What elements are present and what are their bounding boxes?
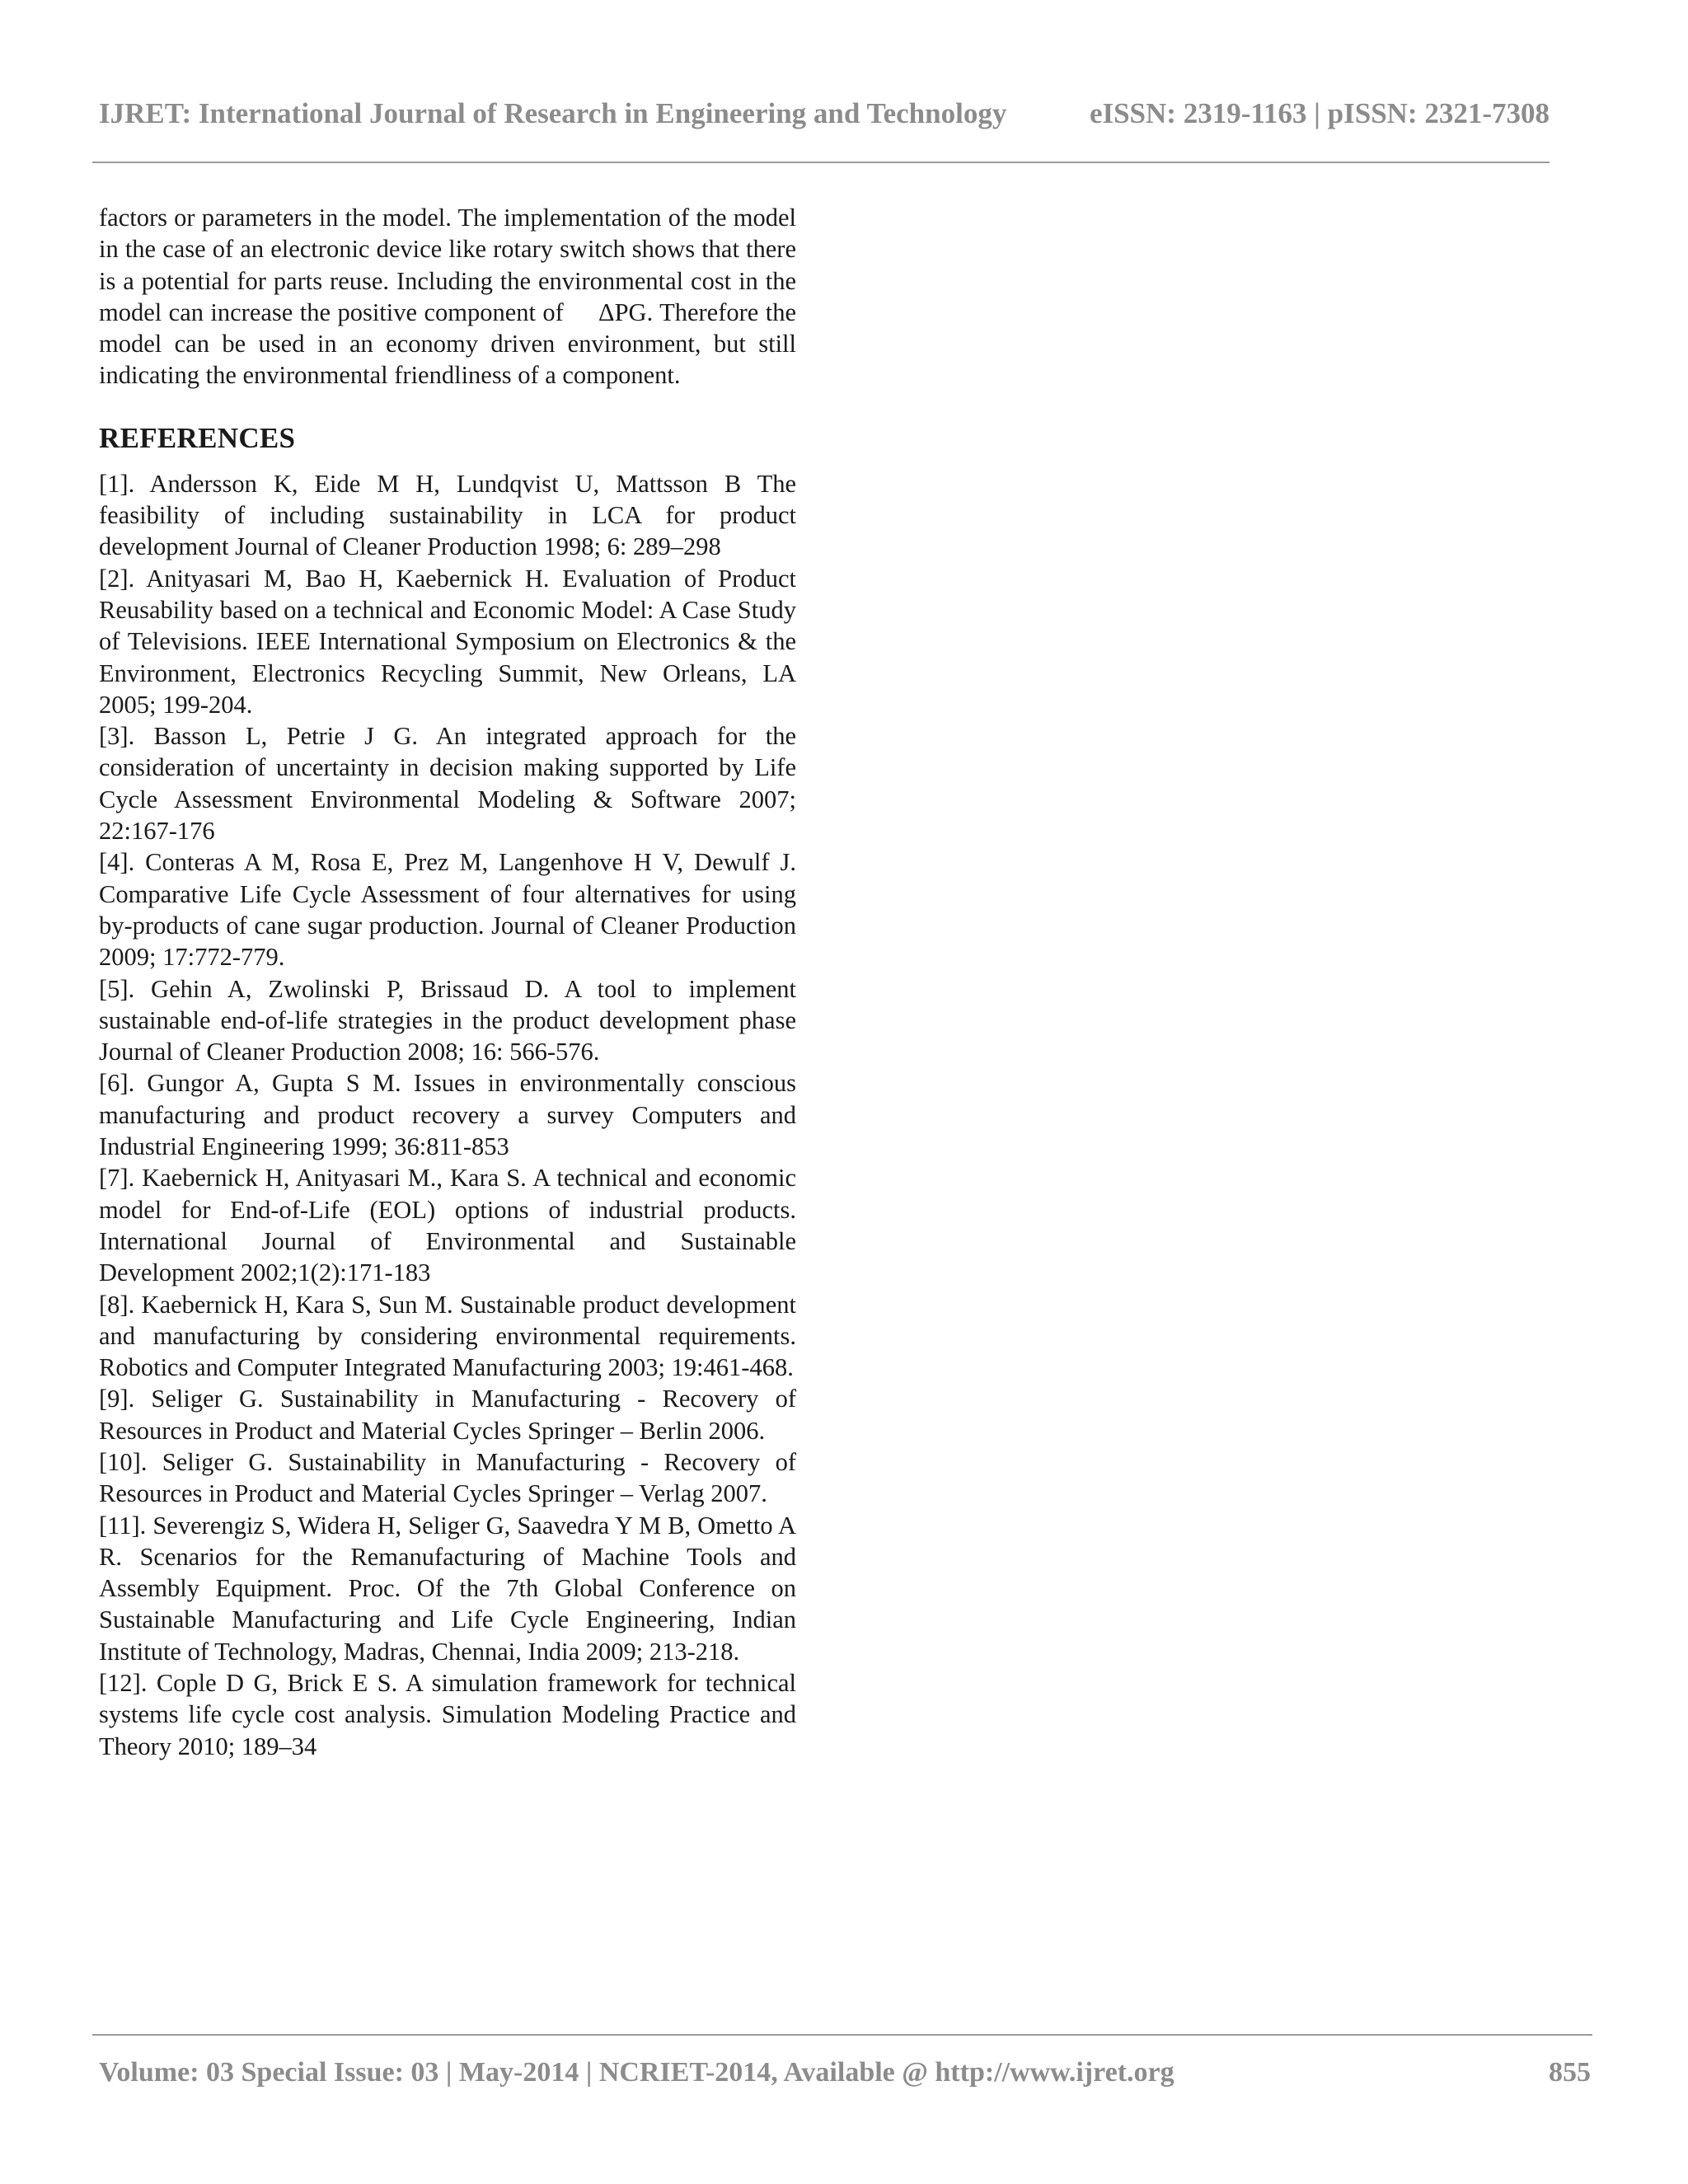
volume-info: Volume: 03 Special Issue: 03 | May-2014 | NCRIET-2014, Available @ http://www.ijret.org [99,2057,1175,2088]
conclusion-paragraph: factors or parameters in the model. The implementation of the model in the case of an electronic device like rotary switch shows that there is a potential for parts reuse. Including the environmental cost in the model can increase the positive component of ΔPG. Therefore the model can be used in an economy driven environment, but still indicating the environmental friendliness of a component. [99,204,796,390]
reference-item: [9]. Seliger G. Sustainability in Manufacturing - Recovery of Resources in Product and Material Cycles Springer – Berlin 2006. [99,1385,796,1445]
running-header [99,97,1550,130]
issn-info: eISSN: 2319-1163 | pISSN: 2321-7308 [1089,97,1550,129]
reference-list [99,468,796,1762]
journal-title: IJRET: International Journal of Research in Engineering and Technology [99,97,1007,129]
reference-item: [11]. Severengiz S, Widera H, Seliger G, Saavedra Y M B, Ometto A R. Scenarios for the Remanufacturing of Machine Tools and Assembly Equipment. Proc. Of the 7th Global Conference on Sustainable Manufacturing and Life Cycle Engineering, Indian Institute of Technology, Madras, Chennai, India 2009; 213-218. [99,1511,796,1666]
running-footer [99,2057,1591,2088]
reference-item: [10]. Seliger G. Sustainability in Manufacturing - Recovery of Resources in Product and Material Cycles Springer – Verlag 2007. [99,1447,796,1508]
reference-item: [8]. Kaebernick H, Kara S, Sun M. Sustainable product development and manufacturing by considering environmental requirements. Robotics and Computer Integrated Manufacturing 2003; 19:461-468. [99,1290,796,1382]
reference-item: [7]. Kaebernick H, Anityasari M., Kara S. A technical and economic model for End-of-Life (EOL) options of industrial products. International Journal of Environmental and Sustainable Development 2002;1(2):171-183 [99,1164,796,1287]
reference-item: [1]. Andersson K, Eide M H, Lundqvist U, Mattsson B The feasibility of including sustainability in LCA for product development Journal of Cleaner Production 1998; 6: 289–298 [99,469,796,561]
header-divider [92,162,1550,163]
reference-item: [6]. Gungor A, Gupta S M. Issues in environmentally conscious manufacturing and product recovery a survey Computers and Industrial Engineering 1999; 36:811-853 [99,1069,796,1161]
reference-item: [12]. Cople D G, Brick E S. A simulation framework for technical systems life cycle cost analysis. Simulation Modeling Practice and Theory 2010; 189–34 [99,1669,796,1760]
reference-item: [5]. Gehin A, Zwolinski P, Brissaud D. A tool to implement sustainable end-of-life strategies in the product development phase Journal of Cleaner Production 2008; 16: 566-576. [99,974,796,1066]
reference-item: [3]. Basson L, Petrie J G. An integrated approach for the consideration of uncertainty in decision making supported by Life Cycle Assessment Environmental Modeling & Software 2007; 22:167-176 [99,722,796,846]
references-heading: REFERENCES [99,421,296,454]
footer-divider [92,2034,1592,2036]
reference-item: [2]. Anityasari M, Bao H, Kaebernick H. Evaluation of Product Reusability based on a technical and Economic Model: A Case Study of Televisions. IEEE International Symposium on Electronics & the Environment, Electronics Recycling Summit, New Orleans, LA 2005; 199-204. [99,564,796,719]
reference-item: [4]. Conteras A M, Rosa E, Prez M, Langenhove H V, Dewulf J. Comparative Life Cycle Assessment of four alternatives for using by-products of cane sugar production. Journal of Cleaner Production 2009; 17:772-779. [99,848,796,972]
page-number: 855 [1549,2057,1591,2088]
left-column [99,202,796,1762]
